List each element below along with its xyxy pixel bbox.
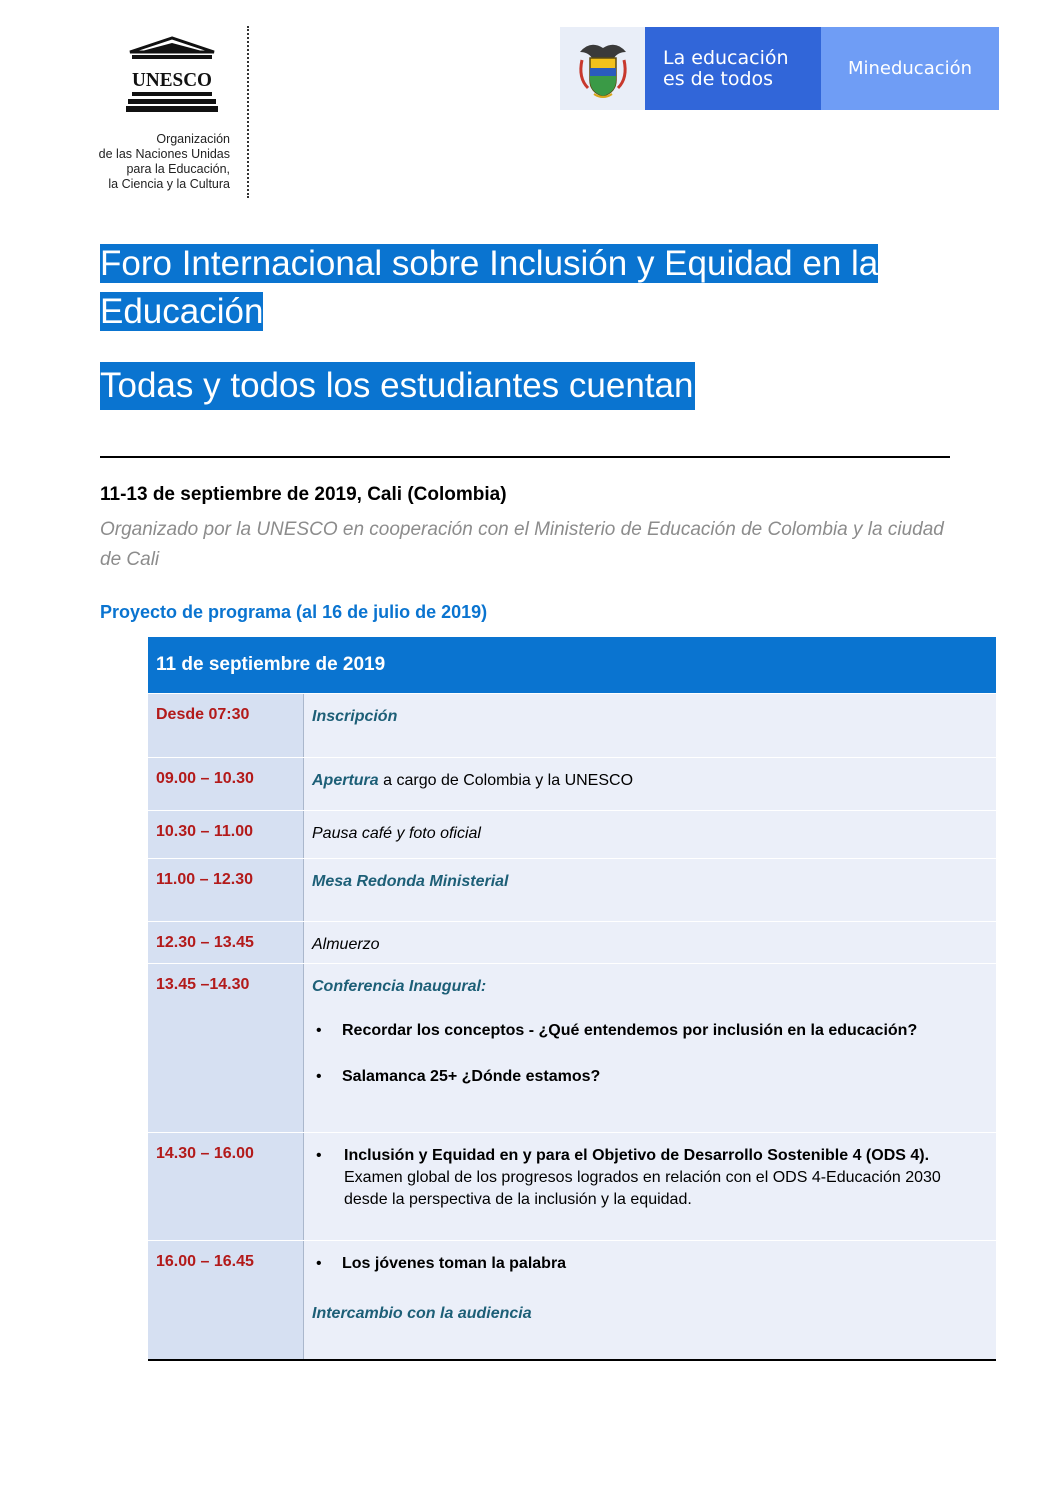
unesco-logo [126,36,218,116]
header-divider [247,26,249,198]
list-item: • Salamanca 25+ ¿Dónde estamos? [312,1066,988,1088]
table-row [148,757,996,810]
activity-cell [304,811,996,858]
table-row [148,1132,996,1240]
slogan [645,27,821,110]
activity-text: a cargo de Colombia y la UNESCO [378,772,634,789]
org-line: para la Educación, [126,162,230,176]
day-header: 11 de septiembre de 2019 [148,637,996,693]
mineducacion-banner [560,27,999,110]
title-text: Foro Internacional sobre Inclusión y Equidad en la Educación [100,244,879,331]
table-row [148,963,996,1132]
time-cell: 10.30 – 11.00 [148,811,304,858]
org-line: Organización [156,132,230,146]
page-title [100,240,920,336]
table-row [148,693,996,757]
time-cell: 11.00 – 12.30 [148,859,304,921]
activity-text: Mesa Redonda Ministerial [312,873,509,890]
time-cell: 14.30 – 16.00 [148,1133,304,1240]
activity-text: Intercambio con la audiencia [312,1305,532,1322]
date-location: 11-13 de septiembre de 2019, Cali (Colombia) [100,484,507,505]
activity-cell [304,758,996,810]
time-cell: 13.45 –14.30 [148,964,304,1132]
activity-cell [304,859,996,921]
program-label: Proyecto de programa (al 16 de julio de 2019) [100,602,488,622]
colombia-crest-icon [560,27,645,110]
table-row [148,921,996,963]
activity-emphasis: Apertura [312,772,379,789]
activity-cell [304,1133,996,1240]
page-subtitle [100,362,695,410]
time-cell: 09.00 – 10.30 [148,758,304,810]
activity-text: Pausa café y foto oficial [312,825,481,842]
ministry-name: Mineducación [821,27,999,110]
table-row [148,810,996,858]
time-cell: 12.30 – 13.45 [148,922,304,963]
subtitle-text: Todas y todos los estudiantes cuentan [100,362,695,410]
slogan-line-1: La educación [663,46,789,69]
org-line: la Ciencia y la Cultura [108,177,230,191]
list-item: • Los jóvenes toman la palabra [312,1253,988,1275]
bullet-normal-text: Examen global de los progresos logrados en relación con el ODS 4-Educación 2030 desde la perspectiva de la inclusión y la equidad. [344,1169,941,1208]
activity-text: Conferencia Inaugural: [312,978,487,995]
table-row [148,858,996,921]
activity-text: Almuerzo [312,936,380,953]
time-cell: Desde 07:30 [148,694,304,757]
schedule-table [148,637,996,1361]
list-item: • Recordar los conceptos - ¿Qué entendemos por inclusión en la educación? [312,1020,988,1042]
table-row [148,1240,996,1359]
activity-cell [304,922,996,963]
organized-by: Organizado por la UNESCO en cooperación con el Ministerio de Educación de Colombia y la ciudad de Cali [100,519,944,570]
activity-text: Inscripción [312,708,398,725]
unesco-organization-name [80,132,230,192]
slogan-line-2: es de todos [663,67,774,90]
time-cell: 16.00 – 16.45 [148,1241,304,1359]
activity-cell [304,964,996,1132]
activity-cell [304,694,996,757]
svg-text:UNESCO: UNESCO [132,69,212,91]
horizontal-rule [100,456,950,458]
list-item [312,1145,988,1211]
org-line: de las Naciones Unidas [98,147,230,161]
bullet-bold-text: Inclusión y Equidad en y para el Objetivo de Desarrollo Sostenible 4 (ODS 4). [344,1147,930,1164]
activity-cell [304,1241,996,1359]
